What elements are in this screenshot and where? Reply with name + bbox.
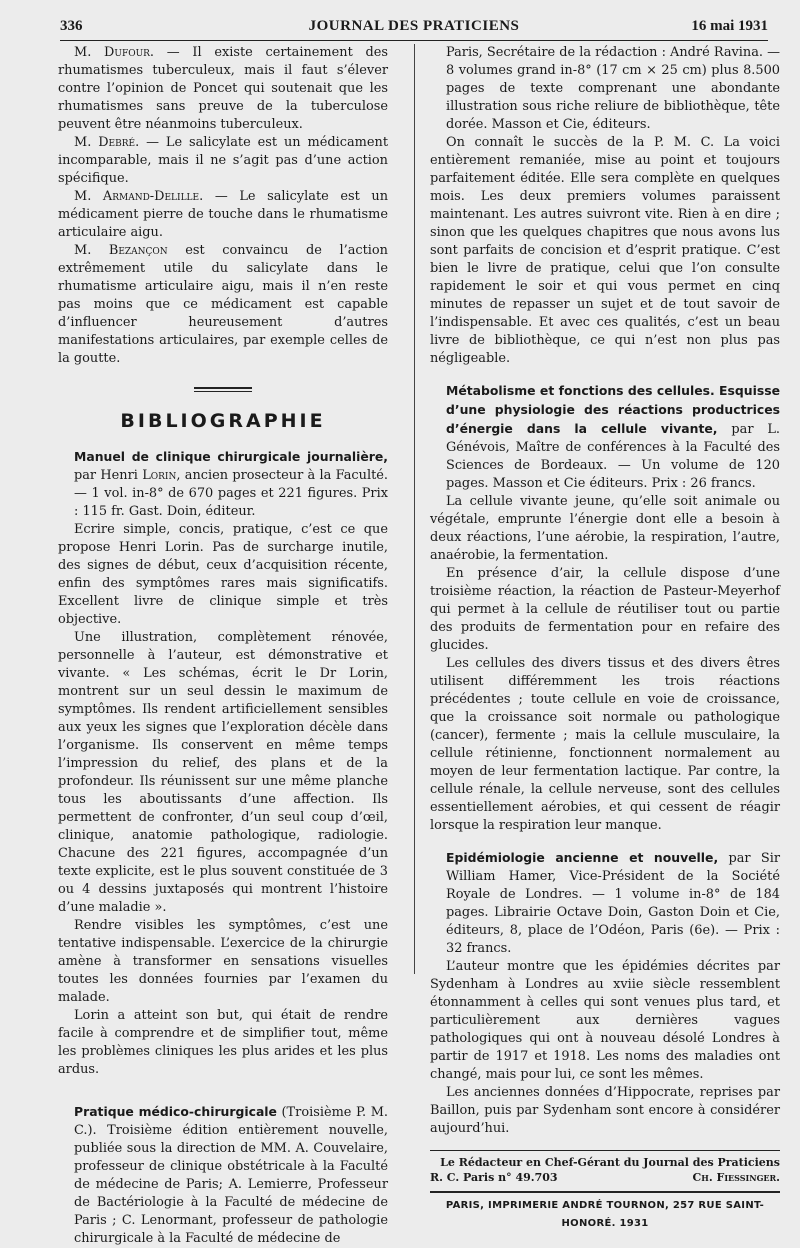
page-number: 336 [60, 18, 83, 34]
book-title: Manuel de clinique chirurgicale journalière, [74, 449, 388, 464]
footer-signature-line [430, 1170, 780, 1185]
book-title: Métabolisme et fonctions des cellules. Esquisse d’une physiologie des réactions productrices d’énergie dans la cellule vivante, [446, 383, 780, 436]
book-title: Pratique médico-chirurgicale [74, 1104, 277, 1119]
footer-rule [430, 1150, 780, 1151]
footer-role-line [430, 1155, 780, 1170]
paragraph-text: — Il existe certainement des rhumatismes tuberculeux, mais il faut s’élever contre l’opinion de Poncet qui soutenait que les rhumatismes sans preuve de la tuberculose peuvent être néanmoins tuberculeux. [58, 45, 388, 132]
footer-role: Le Rédacteur en Chef-Gérant du Journal des Praticiens [440, 1156, 780, 1169]
speaker-name: M. Dufour. [74, 45, 155, 60]
entry-continuation: Paris, Secrétaire de la rédaction : André Ravina. — 8 volumes grand in-8° (17 cm × 25 cm) plus 8.500 pages de texte comprenant une abondante illustration sous riche reliure de bibliothèque, tête dorée. Masson et Cie, éditeurs. [446, 45, 780, 132]
discussion-paragraph [58, 242, 388, 368]
review-paragraph: Rendre visibles les symptômes, c’est une tentative indispensable. L’exercice de la chirurgie amène à transformer en sensations visuelles toutes les données fournies par l’examen du malade. [58, 918, 388, 1005]
journal-title: JOURNAL DES PRATICIENS [308, 18, 520, 34]
paragraph-text: est convaincu de l’action extrêmement utile du salicylate dans le rhumatisme articulaire aigu, mais il n’en reste pas moins que ce médicament est capable d’influencer heureusement d’autres manifestations articulaires, par exemple celles de la goutte. [58, 243, 388, 366]
entry-heading [58, 448, 388, 521]
section-ornament [58, 380, 388, 398]
review-paragraph: Lorin a atteint son but, qui était de rendre facile à comprendre et de simplifier tout, même les problèmes cliniques les plus arides et les plus ardus. [58, 1008, 388, 1077]
discussion-paragraph [58, 188, 388, 242]
bibliography-entry [58, 448, 388, 1079]
speaker-name: M. Debré. [74, 135, 140, 150]
entry-meta: , ancien prosecteur à la Faculté. — 1 vol. in-8° de 670 pages et 221 figures. Prix : 115 fr. Gast. Doin, éditeur. [74, 468, 388, 519]
review-paragraph: La cellule vivante jeune, qu’elle soit animale ou végétale, emprunte l’énergie dont elle a besoin à deux réactions, l’une aérobie, la respiration, l’autre, anaérobie, la fermentation. [430, 494, 780, 563]
review-paragraph: L’auteur montre que les épidémies décrites par Sydenham à Londres au xviie siècle ressemblent étonnamment à celles qui sont venues plus tard, et particulièrement aux dernières vagues pathologiques qui ont à nouveau désolé Londres à partir de 1917 et 1918. Les noms des maladies ont changé, mais pour lui, ce sont les mêmes. [430, 959, 780, 1082]
review-paragraph: Ecrire simple, concis, pratique, c’est ce que propose Henri Lorin. Pas de surcharge inutile, des signes de début, ceux d’acquisition récente, enfin des symptômes rares mais significatifs. Excellent livre de clinique simple et très objective. [58, 522, 388, 627]
review-paragraph: On connaît le succès de la P. M. C. La voici entièrement remaniée, mise au point et toujours parfaitement éditée. Elle sera complète en quelques mois. Les deux premiers volumes paraissent maintenant. Les autres suivront vite. Rien à en dire ; sinon que les quelques chapitres que nous avons lus sont parfaits de concision et d’esprit pratique. C’est bien le livre de pratique, celui que l’on consulte rapidement le soir et qui vous permet en cinq minutes de repasser un sujet et de tout savoir de l’indispensable. Et avec ces qualités, c’est un beau livre de bibliothèque, ce qui n’est non plus pas négligeable. [430, 135, 780, 366]
discussion-paragraph [58, 134, 388, 188]
paragraph-text: — Le salicylate est un médicament pierre de touche dans le rhumatisme articulaire aigu. [58, 189, 389, 240]
section-title: BIBLIOGRAPHIE [120, 410, 326, 432]
right-column [430, 44, 780, 1233]
review-paragraph: Les anciennes données d’Hippocrate, reprises par Baillon, puis par Sydenham sont encore à considérer aujourd’hui. [430, 1085, 780, 1136]
speaker-name: M. Bezançon [74, 243, 168, 258]
bibliography-entry [430, 382, 780, 835]
review-paragraph: Une illustration, complètement rénovée, personnelle à l’auteur, est démonstrative et vivante. « Les schémas, écrit le Dr Lorin, montrent sur un seul dessin le maximum de symptômes. Ils rendent artificiellement sensibles aux yeux les signes que l’exploration décèle dans l’organisme. Ils conservent en même temps l’impression du relief, des plans et de la profondeur. Ils réunissent sur une même planche tous les aboutissants d’une affection. Ils permettent de confronter, d’un seul coup d’œil, clinique, anatomie pathologique, radiologie. Chacune des 221 figures, accompagnée d’un texte explicite, est le plus souvent constituée de 3 ou 4 dessins juxtaposés qui montrent l’histoire d’une maladie ». [58, 630, 388, 915]
review-paragraph: Les cellules des divers tissus et des divers êtres utilisent différemment les trois réactions précédentes ; toute cellule en voie de croissance, que la croissance soit normale ou pathologique (cancer), fermente ; mais la cellule musculaire, la cellule rétinienne, fonctionnent normalement au moyen de leur fermentation lactique. Par contre, la cellule rénale, la cellule nerveuse, sont des cellules essentiellement aérobies, et qui cessent de réagir lorsque la respiration leur manque. [430, 656, 780, 833]
entry-meta: par L. Génévois, Maître de conférences à la Faculté des Sciences de Bordeaux. — Un volume de 120 pages. Masson et Cie éditeurs. Prix : 26 francs. [446, 422, 780, 491]
discussion-paragraph [58, 44, 388, 134]
entry-by: par Henri [74, 468, 143, 483]
column-divider [414, 44, 415, 974]
bibliography-entry [430, 849, 780, 1138]
bibliography-entry [58, 1103, 388, 1248]
printer-imprint: PARIS, IMPRIMERIE ANDRÉ TOURNON, 257 RUE SAINT-HONORÉ. 1931 [430, 1191, 780, 1233]
speaker-name: M. Armand-Delille. [74, 189, 204, 204]
entry-heading [430, 382, 780, 493]
entry-meta: par Sir William Hamer, Vice-Président de la Société Royale de Londres. — 1 volume in-8° de 184 pages. Librairie Octave Doin, Gaston Doin et Cie, éditeurs, 8, place de l’Odéon, Paris (6e). — Prix : 32 francs. [446, 851, 780, 956]
left-column [58, 44, 388, 1248]
footer-rc: R. C. Paris n° 49.703 [430, 1171, 558, 1184]
entry-heading [58, 1103, 388, 1248]
book-title: Epidémiologie ancienne et nouvelle, [446, 850, 719, 865]
author-name: Lorin [142, 468, 177, 483]
issue-date: 16 mai 1931 [691, 18, 768, 34]
paragraph-text: — Le salicylate est un médicament incomparable, mais il ne s’agit pas d’une action spécifique. [58, 135, 388, 186]
entry-meta: (Troisième P. M. C.). Troisième édition entièrement nouvelle, publiée sous la direction de MM. A. Couvelaire, professeur de clinique obstétricale à la Faculté de médecine de Paris; A. Lemierre, Professeur de Bactériologie à la Faculté de médecine de Paris ; C. Lenormant, professeur de pathologie chirurgicale à la Faculté de médecine de [74, 1105, 389, 1246]
footer-name: Ch. Fiessinger. [692, 1171, 780, 1184]
review-paragraph: En présence d’air, la cellule dispose d’une troisième réaction, la réaction de Pasteur-Meyerhof qui permet à la cellule de réutiliser tout ou partie des produits de fermentation pour en refaire des glucides. [430, 566, 780, 653]
entry-heading [430, 849, 780, 958]
running-header [60, 14, 768, 41]
